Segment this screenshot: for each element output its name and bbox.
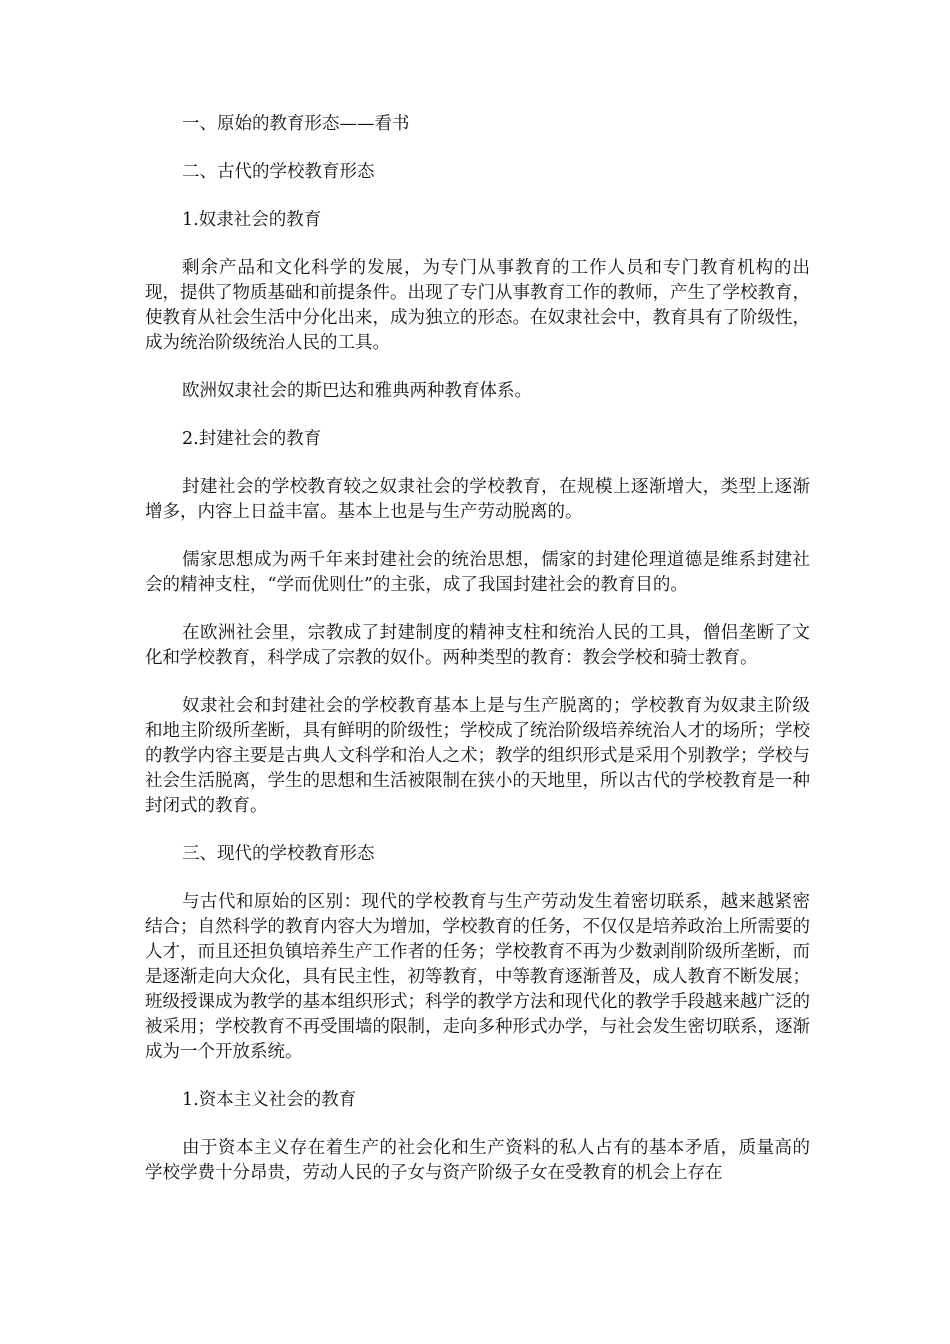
paragraph-feudal-scale: 封建社会的学校教育较之奴隶社会的学校教育，在规模上逐渐增大，类型上逐渐增多，内容上日益丰富。基本上也是与生产劳动脱离的。 xyxy=(145,477,810,522)
paragraph-slave-society-origin: 剩余产品和文化科学的发展，为专门从事教育的工作人员和专门教育机构的出现，提供了物质基础和前提条件。出现了专门从事教育工作的教师，产生了学校教育，使教育从社会生活中分化出来，成为独立的形态。在奴隶社会中，教育具有了阶级性，成为统治阶级统治人民的工具。 xyxy=(145,258,810,353)
paragraph-europe-religion: 在欧洲社会里，宗教成了封建制度的精神支柱和统治人民的工具，僧侣垄断了文化和学校教育，科学成了宗教的奴仆。两种类型的教育：教会学校和骑士教育。 xyxy=(145,623,810,668)
paragraph-modern-differences: 与古代和原始的区别：现代的学校教育与生产劳动发生着密切联系，越来越紧密结合；自然科学的教育内容大为增加，学校教育的任务，不仅仅是培养政治上所需要的人才，而且还担负镇培养生产工作者的任务；学校教育不再为少数剥削阶级所垄断，而是逐渐走向大众化，具有民主性，初等教育，中等教育逐渐普及，成人教育不断发展；班级授课成为教学的基本组织形式；科学的教学方法和现代化的教学手段越来越广泛的被采用；学校教育不再受围墙的限制，走向多种形式办学，与社会发生密切联系，逐渐成为一个开放系统。 xyxy=(145,892,810,1062)
document-body xyxy=(145,112,810,1186)
paragraph-ancient-summary: 奴隶社会和封建社会的学校教育基本上是与生产脱离的；学校教育为奴隶主阶级和地主阶级所垄断，具有鲜明的阶级性；学校成了统治阶级培养统治人才的场所；学校的教学内容主要是古典人文科学和治人之术；教学的组织形式是采用个别教学；学校与社会生活脱离，学生的思想和生活被限制在狭小的天地里，所以古代的学校教育是一种封闭式的教育。 xyxy=(145,696,810,816)
subheading-feudal-society: 2.封建社会的教育 xyxy=(182,429,322,449)
section-heading-primitive-education: 一、原始的教育形态——看书 xyxy=(182,114,410,134)
section-heading-modern-school-education: 三、现代的学校教育形态 xyxy=(182,844,375,864)
subheading-slave-society: 1.奴隶社会的教育 xyxy=(182,210,322,230)
paragraph-confucianism: 儒家思想成为两千年来封建社会的统治思想，儒家的封建伦理道德是维系封建社会的精神支柱，“学而优则仕”的主张，成了我国封建社会的教育目的。 xyxy=(145,550,810,595)
subheading-capitalist-society: 1.资本主义社会的教育 xyxy=(182,1090,357,1110)
section-heading-ancient-school-education: 二、古代的学校教育形态 xyxy=(182,162,375,182)
paragraph-sparta-athens: 欧洲奴隶社会的斯巴达和雅典两种教育体系。 xyxy=(182,381,532,401)
paragraph-capitalist-contradiction: 由于资本主义存在着生产的社会化和生产资料的私人占有的基本矛盾，质量高的学校学费十分昂贵，劳动人民的子女与资产阶级子女在受教育的机会上存在 xyxy=(145,1138,810,1183)
